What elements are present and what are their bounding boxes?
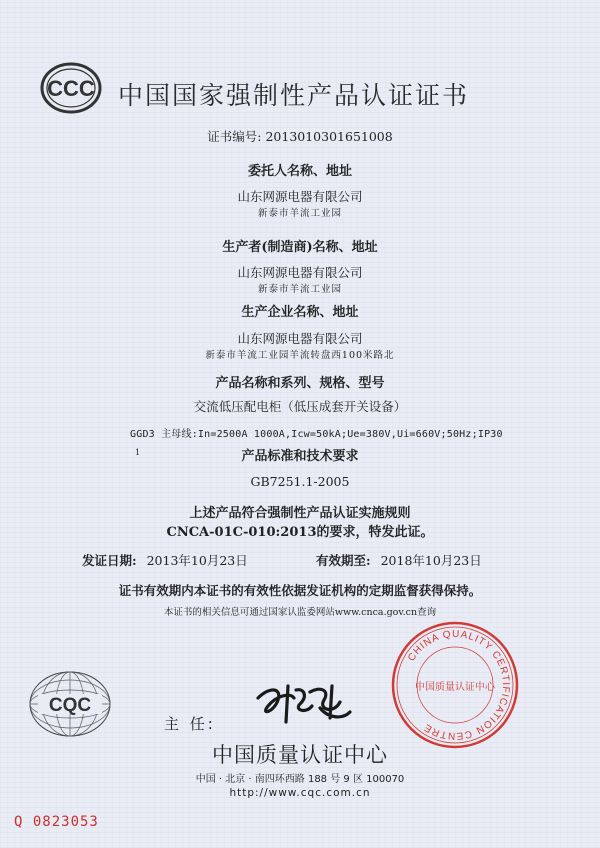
- statement-line-2: CNCA-01C-010:2013的要求，特发此证。: [166, 525, 434, 540]
- cqc-logo-text: CQC: [48, 695, 92, 716]
- ccc-logo: [40, 62, 102, 114]
- client-address: 新泰市羊流工业园: [257, 208, 342, 219]
- cqc-logo: [28, 670, 112, 738]
- factory-name: 山东网源电器有限公司: [237, 331, 363, 346]
- factory-address: 新泰市羊流工业园羊流转盘西100米路北: [205, 350, 395, 361]
- issue-date-label: 发证日期:: [82, 553, 137, 568]
- product-spec: GGD3 主母线:In=2500A 1000A,Icw=50kA;Ue=380V,Ui=660V;50Hz;IP30: [130, 429, 503, 440]
- certification-seal: [390, 620, 520, 750]
- issue-date-row: [82, 551, 248, 569]
- validity-note: 证书有效期内本证书的有效性依据发证机构的定期监督获得保持。: [118, 583, 482, 598]
- standard-value: GB7251.1-2005: [250, 474, 350, 489]
- director-label: 主 任:: [164, 715, 216, 733]
- manufacturer-address: 新泰市羊流工业园: [257, 284, 342, 295]
- issue-date: 2013年10月23日: [146, 553, 248, 568]
- expiry-date-row: [316, 551, 482, 569]
- product-name: 交流低压配电柜（低压成套开关设备）: [193, 399, 407, 414]
- seal-ring-text: CHINA QUALITY CERTIFICATION CENTRE: [406, 628, 512, 742]
- issuer-website: http://www.cqc.com.cn: [229, 787, 371, 799]
- certificate-number: 证书编号: 2013010301651008: [207, 129, 393, 144]
- factory-heading: 生产企业名称、地址: [241, 305, 359, 320]
- seal-inner-text: 中国质量认证中心: [415, 682, 495, 693]
- manufacturer-name: 山东网源电器有限公司: [237, 265, 363, 280]
- product-heading: 产品名称和系列、规格、型号: [215, 376, 385, 391]
- website-note: 本证书的相关信息可通过国家认监委网站www.cnca.gov.cn查询: [163, 607, 437, 618]
- director-signature: [250, 678, 360, 728]
- expiry-date-label: 有效期至:: [316, 553, 371, 568]
- product-mark: 1: [135, 448, 141, 457]
- ccc-logo-text: CCC: [47, 76, 95, 101]
- client-heading: 委托人名称、地址: [247, 164, 352, 179]
- expiry-date: 2018年10月23日: [380, 553, 482, 568]
- manufacturer-heading: 生产者(制造商)名称、地址: [222, 240, 378, 255]
- statement-line-1: 上述产品符合强制性产品认证实施规则: [189, 506, 411, 521]
- client-name: 山东网源电器有限公司: [237, 189, 363, 204]
- serial-number: Q 0823053: [14, 814, 99, 830]
- certificate-title: 中国国家强制性产品认证证书: [118, 81, 470, 110]
- standard-heading: 产品标准和技术要求: [241, 449, 359, 464]
- issuer-name: 中国质量认证中心: [212, 743, 388, 767]
- issuer-address: 中国 · 北京 · 南四环西路 188 号 9 区 100070: [195, 774, 405, 785]
